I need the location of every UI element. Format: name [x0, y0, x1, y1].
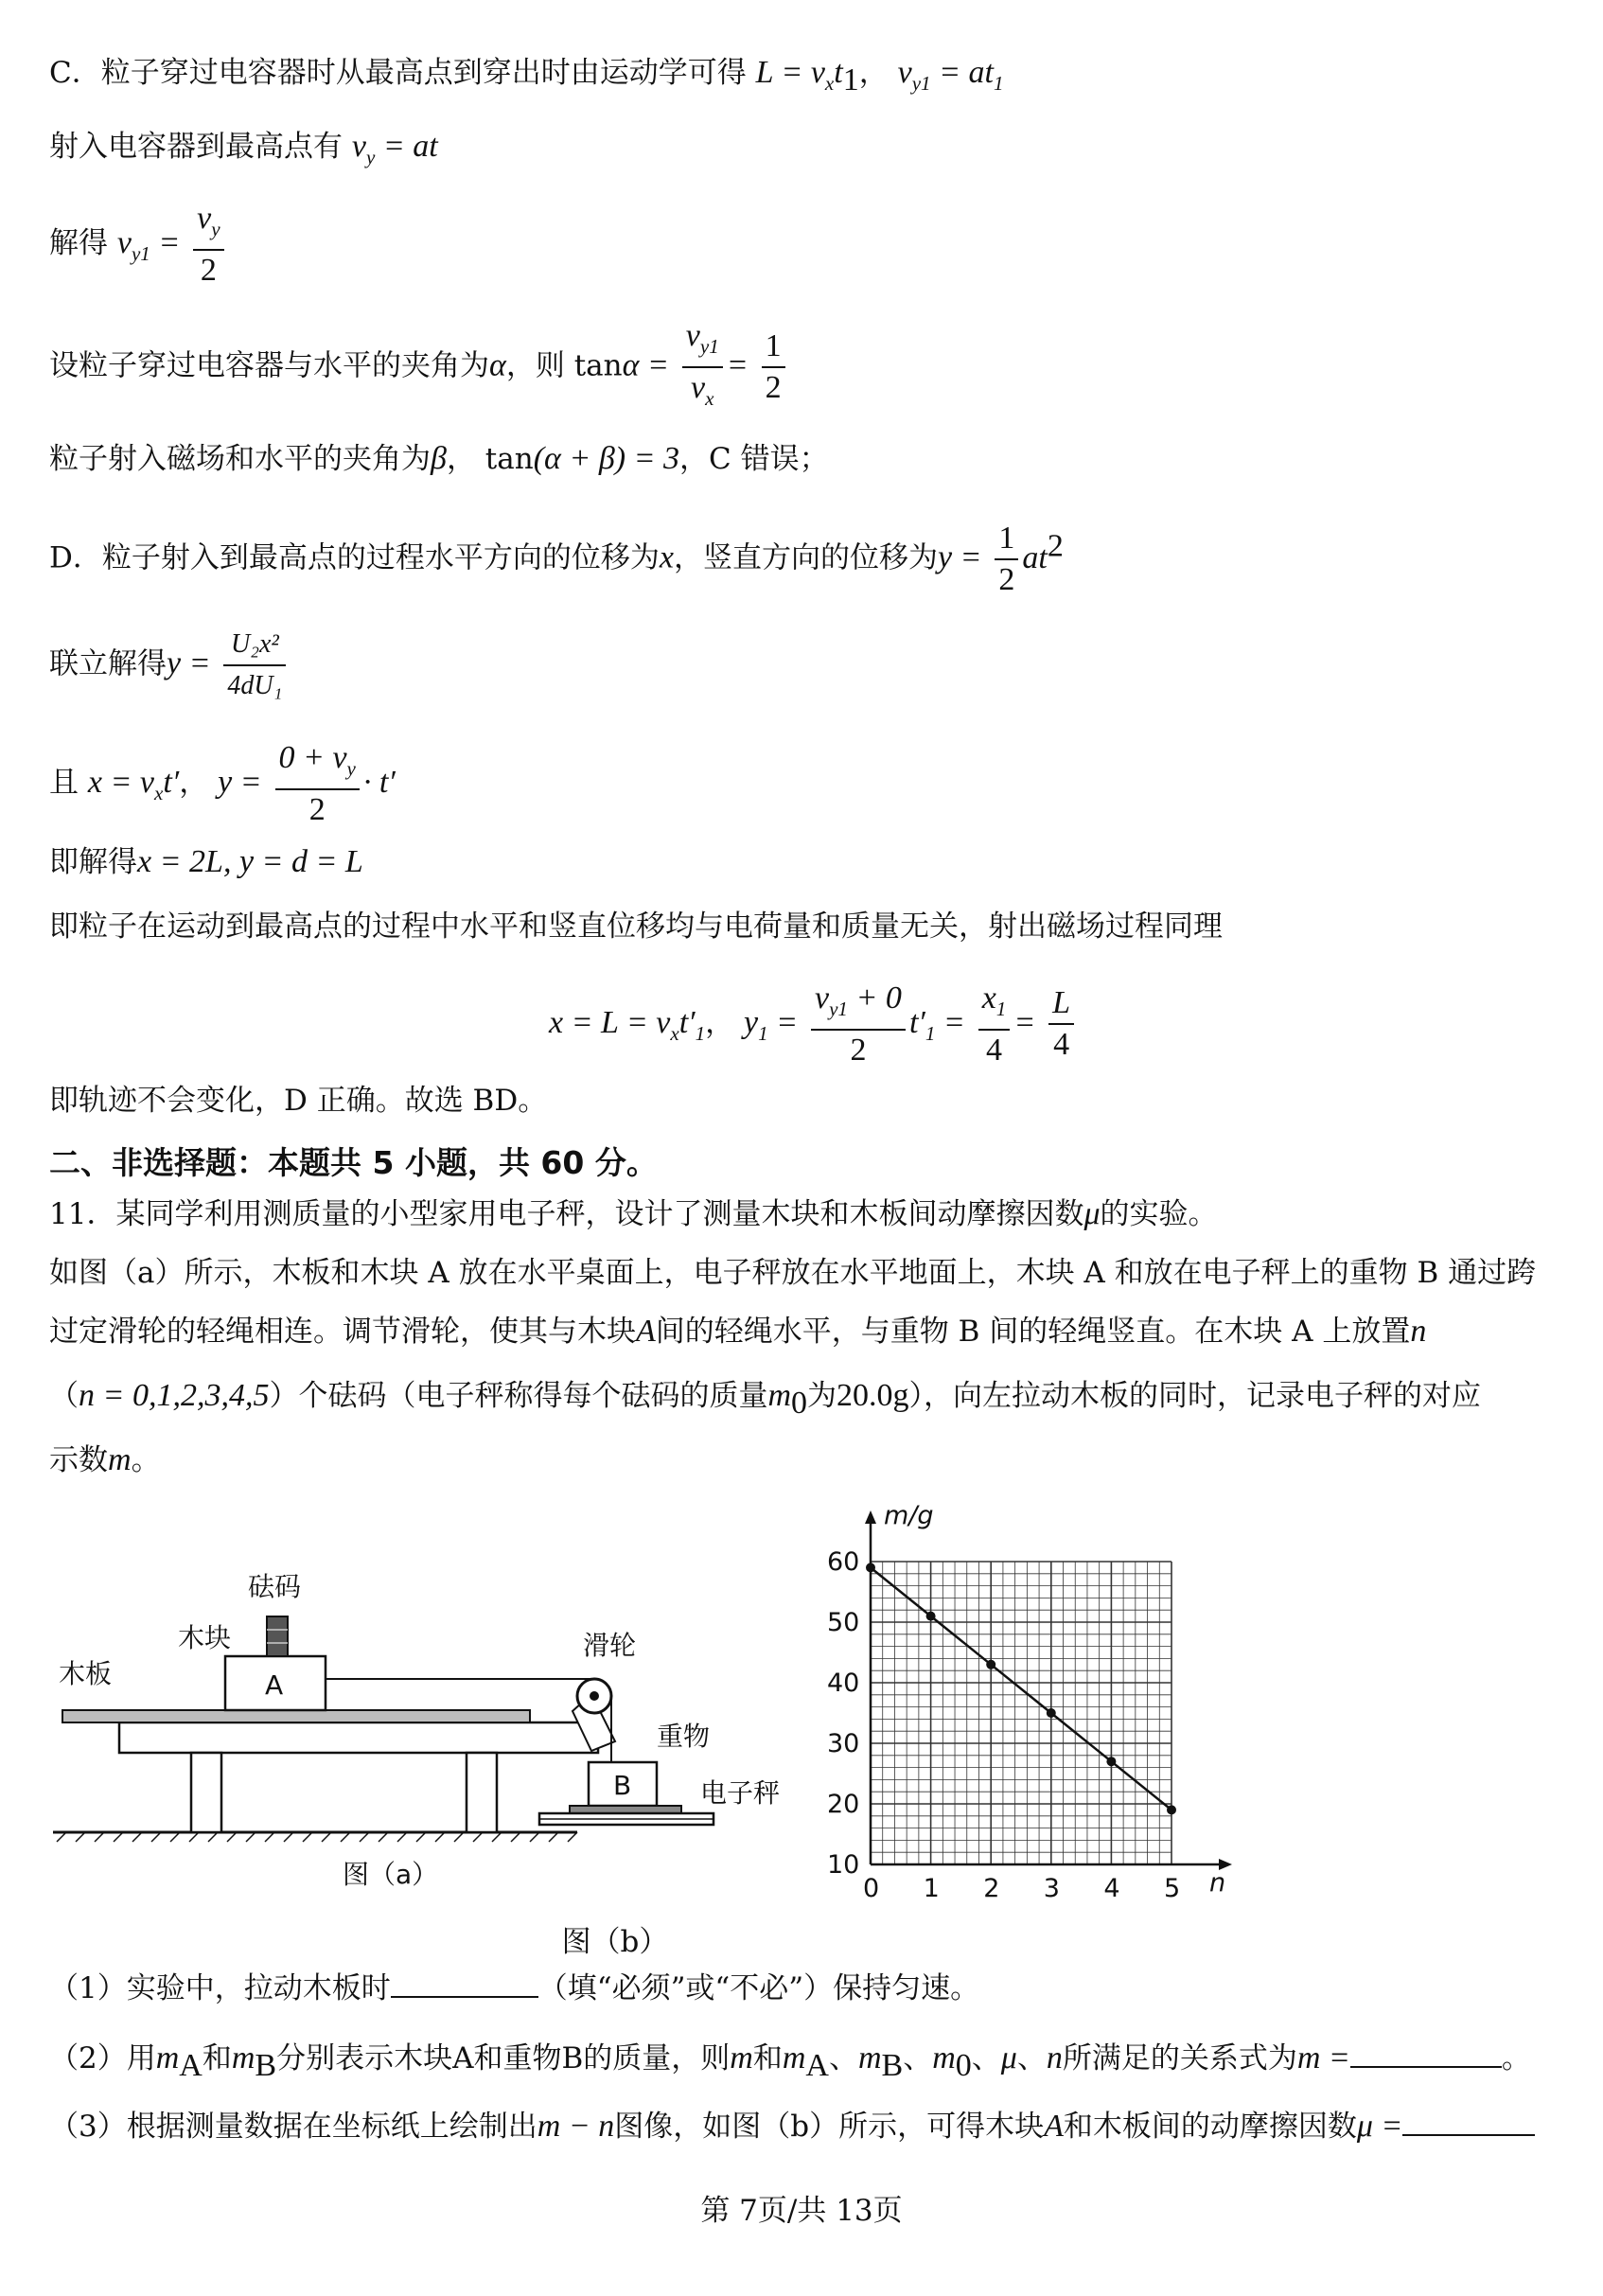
label-block: 木块	[178, 1622, 232, 1653]
y-tick-label: 10	[827, 1850, 860, 1880]
label-board: 木板	[59, 1658, 113, 1689]
answer-blank-1[interactable]	[391, 1996, 538, 1998]
x-tick-label: 0	[863, 1874, 880, 1903]
q11-line5: 示数m。	[49, 1442, 161, 1477]
figure-a-apparatus	[47, 1552, 823, 1902]
y-tick-label: 30	[827, 1729, 860, 1758]
y-tick-label: 20	[827, 1790, 860, 1819]
solution-d-line4: 即解得x = 2L, y = d = L	[49, 844, 363, 879]
data-point	[1167, 1805, 1176, 1814]
data-point	[866, 1563, 875, 1572]
q11-sub1: （1）实验中，拉动木板时 （填“必须”或“不必”）保持匀速。	[49, 1971, 980, 2005]
q11-line4: （n = 0,1,2,3,4,5）个砝码（电子秤称得每个砝码的质量$m_0$为20.0g），向左拉动木板的同时，记录电子秤的对应	[49, 1378, 1482, 1421]
q11-sub3: （3）根据测量数据在坐标纸上绘制出m − n图像，如图（b）所示，可得木块A和木板间的动摩擦因数μ =	[49, 2107, 1535, 2146]
label-scale: 电子秤	[700, 1777, 781, 1809]
solution-d-line3: 且 $x = v_xt'$， y = $\frac{0 + v_y}{2}$ · t′	[49, 740, 396, 827]
figure-b-chart	[814, 1495, 1249, 1950]
solution-c-line3: 解得 $v_{y1}$ = $\frac{v_y}{2}$	[49, 199, 228, 291]
chart-tick-labels	[827, 1547, 1180, 1903]
y-axis-arrow	[865, 1510, 876, 1524]
data-point	[1106, 1757, 1116, 1766]
x-tick-label: 2	[983, 1874, 1000, 1903]
solution-d-line5: 即粒子在运动到最高点的过程中水平和竖直位移均与电荷量和质量无关，射出磁场过程同理	[49, 910, 1223, 944]
x-tick-label: 4	[1103, 1874, 1120, 1903]
x-tick-label: 3	[1043, 1874, 1060, 1903]
solution-c-line4: 设粒子穿过电容器与水平的夹角为α，则 tanα = $\frac{v_{y1}}{v_x}$ = $\frac{1}{2}$	[49, 316, 789, 418]
chart-ylabel: m/g	[884, 1501, 934, 1530]
page-footer: 第 7页/共 13页	[700, 2194, 903, 2228]
data-point	[926, 1612, 936, 1621]
table-leg-left	[191, 1753, 221, 1832]
q11-sub2: （2）用$m_A$和$m_B$分别表示木块A和重物B的质量，则m和$m_A$、$m_B$、$m_0$、μ、n所满足的关系式为m = 。	[49, 2040, 1531, 2083]
label-pulley: 滑轮	[583, 1630, 637, 1661]
label-weights: 砝码	[248, 1571, 302, 1602]
y-tick-label: 50	[827, 1608, 860, 1637]
x-tick-label: 1	[923, 1874, 940, 1903]
q11-line3: 过定滑轮的轻绳相连。调节滑轮，使其与木块A间的轻绳水平，与重物 B 间的轻绳竖直。在木块 A 上放置n	[49, 1314, 1427, 1349]
label-heavy-weight: 重物	[657, 1721, 711, 1752]
y-tick-label: 60	[827, 1547, 860, 1577]
q11-line1: 11．某同学利用测质量的小型家用电子秤，设计了测量木块和木板间动摩擦因数μ的实验。	[49, 1196, 1218, 1231]
label-b: B	[613, 1770, 632, 1801]
wooden-board	[62, 1710, 530, 1722]
solution-d-line6: $x = L = v_xt'_1$， $y_1$ = $\frac{v_{y1} + 0}{2}$ $t'_1$ = $\frac{x_1}{4}$ = $\frac{L}{4}$	[549, 979, 1078, 1070]
figure-a-caption: 图（a）	[343, 1859, 439, 1890]
solution-d-line2: 联立解得y = $\frac{\text{U₂x²}}{\text{4dU₁}}$	[49, 625, 290, 706]
answer-blank-3[interactable]	[1402, 2134, 1535, 2136]
series-line	[871, 1567, 1171, 1810]
figure-b-caption: 图（b）	[561, 1925, 669, 1959]
x-tick-label: 5	[1164, 1874, 1181, 1903]
q11-line2: 如图（a）所示，木板和木块 A 放在水平桌面上，电子秤放在水平地面上，木块 A 和放在电子秤上的重物 B 通过跨	[49, 1256, 1537, 1290]
data-point	[986, 1660, 995, 1669]
data-point	[1047, 1708, 1056, 1718]
y-tick-label: 40	[827, 1669, 860, 1698]
table-top	[119, 1722, 598, 1753]
solution-c-line5: 粒子射入磁场和水平的夹角为β， tan(α + β) = 3，C 错误；	[49, 441, 829, 476]
solution-c-line1: C．粒子穿过电容器时从最高点到穿出时由运动学可得 $L = v_xt_1$， $v_{y1} = at_1$	[49, 55, 1004, 97]
chart-grid	[871, 1562, 1171, 1864]
table-leg-right	[467, 1753, 497, 1832]
answer-blank-2[interactable]	[1350, 2066, 1502, 2068]
section-heading: 二、非选择题：本题共 5 小题，共 60 分。	[49, 1144, 658, 1181]
solution-c-line2: 射入电容器到最高点有 $v_y$ = at	[49, 129, 438, 168]
chart-series	[866, 1563, 1176, 1814]
solution-d-line1: D．粒子射入到最高点的过程水平方向的位移为x，竖直方向的位移为y = $\frac{1}{2}$ $at^2$	[49, 521, 1064, 597]
weights-stack	[267, 1616, 288, 1656]
chart-xlabel: n	[1209, 1868, 1226, 1898]
solution-d-line7: 即轨迹不会变化，D 正确。故选 BD。	[49, 1084, 548, 1118]
label-a: A	[265, 1669, 284, 1701]
